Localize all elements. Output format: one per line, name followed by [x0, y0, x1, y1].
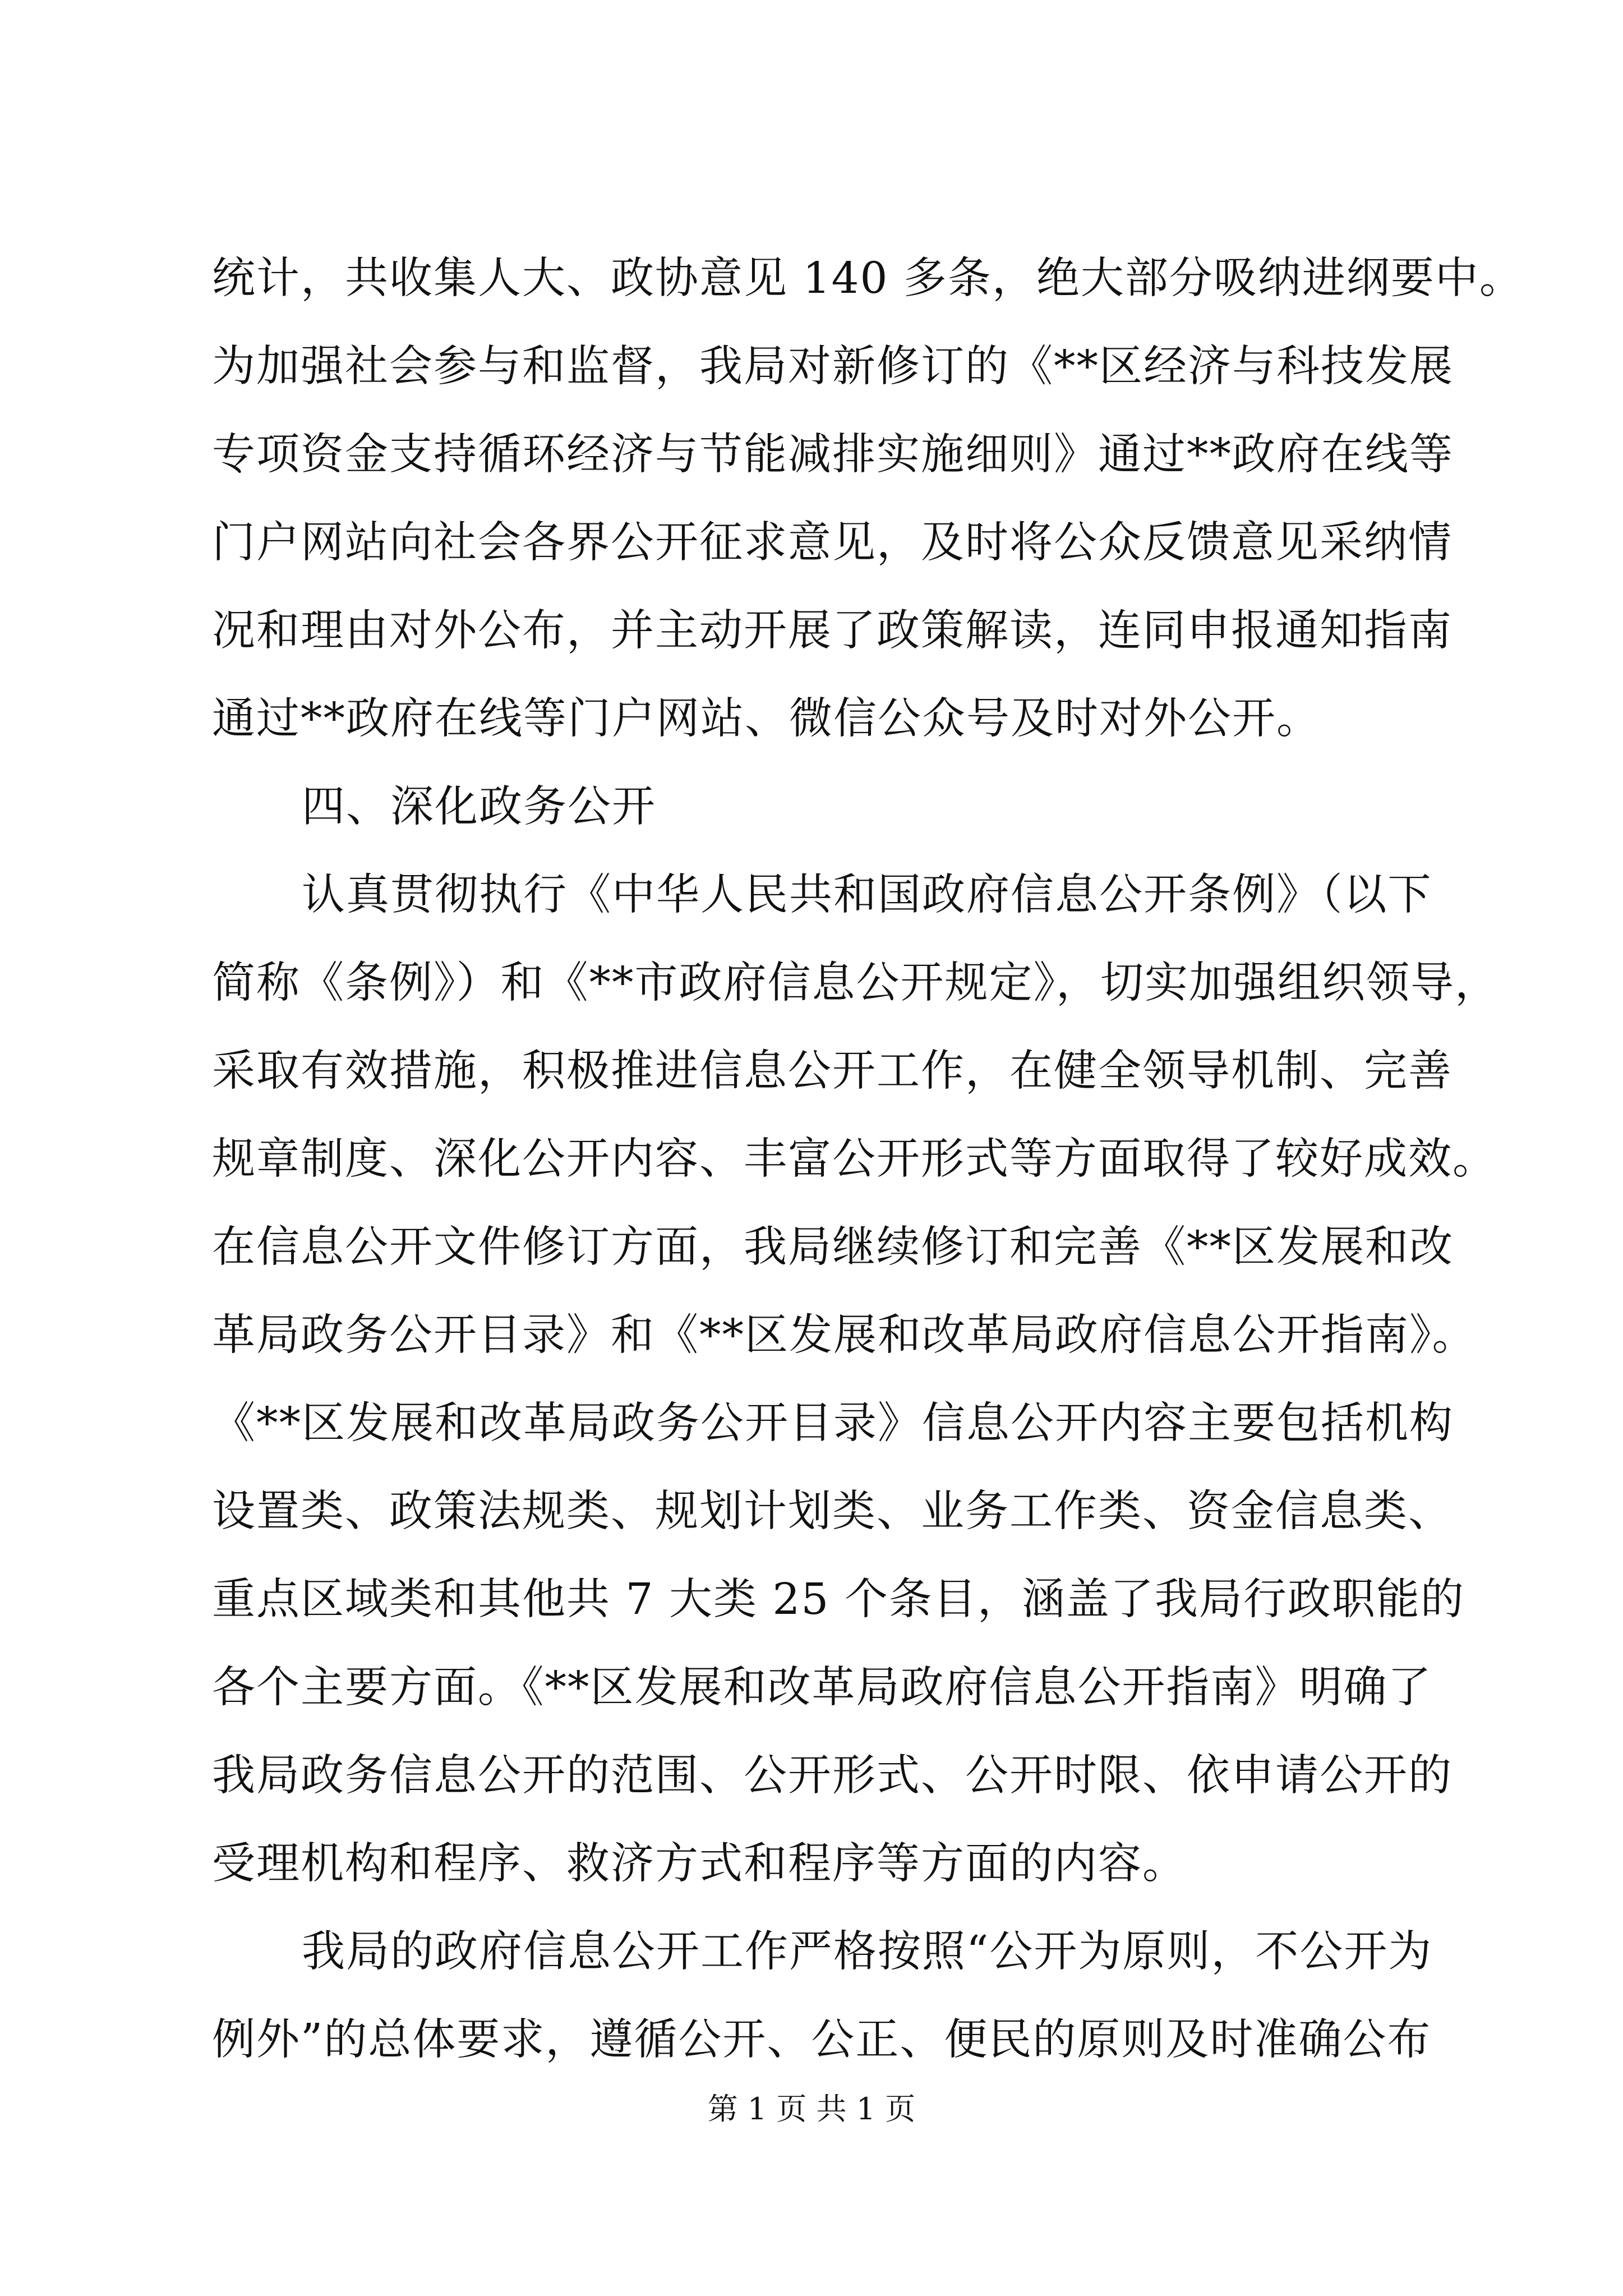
text-line: 受理机构和程序、救济方式和程序等方面的内容。	[212, 1839, 1187, 1889]
text-line: 《**区发展和改革局政务公开目录》信息公开内容主要包括机构	[212, 1398, 1454, 1448]
text-line: 通过**政府在线等门户网站、微信公众号及时对外公开。	[212, 694, 1321, 744]
text-line: 革局政务公开目录》和《**区发展和改革局政府信息公开指南》。	[212, 1310, 1477, 1360]
text-line: 简称《条例》）和《**市政府信息公开规定》，切实加强组织领导，	[212, 958, 1499, 1008]
text-line: 四、深化政务公开	[302, 782, 656, 832]
text-line: 门户网站向社会各界公开征求意见，及时将公众反馈意见采纳情	[212, 518, 1453, 568]
text-line: 专项资金支持循环经济与节能减排实施细则》通过**政府在线等	[212, 430, 1454, 480]
text-line: 我局政务信息公开的范围、公开形式、公开时限、依申请公开的	[212, 1751, 1453, 1801]
text-line: 况和理由对外公布，并主动开展了政策解读，连同申报通知指南	[212, 606, 1453, 656]
page-footer: 第 1 页 共 1 页	[707, 2091, 916, 2127]
text-line: 例外”的总体要求，遵循公开、公正、便民的原则及时准确公布	[212, 2015, 1432, 2065]
text-line: 为加强社会参与和监督，我局对新修订的《**区经济与科技发展	[212, 342, 1454, 392]
text-line: 设置类、政策法规类、规划计划类、业务工作类、资金信息类、	[212, 1487, 1453, 1536]
text-line: 认真贯彻执行《中华人民共和国政府信息公开条例》（以下	[302, 870, 1432, 920]
text-line: 统计，共收集人大、政协意见 140 多条，绝大部分吸纳进纲要中。	[212, 254, 1524, 303]
text-line: 在信息公开文件修订方面，我局继续修订和完善《**区发展和改	[212, 1222, 1454, 1272]
text-line: 采取有效措施，积极推进信息公开工作，在健全领导机制、完善	[212, 1046, 1453, 1096]
text-line: 重点区域类和其他共 7 大类 25 个条目，涵盖了我局行政职能的	[212, 1575, 1465, 1625]
document-body	[212, 234, 1524, 2084]
text-line: 我局的政府信息公开工作严格按照“公开为原则，不公开为	[302, 1927, 1433, 1977]
text-line: 各个主要方面。《**区发展和改革局政府信息公开指南》明确了	[212, 1663, 1432, 1713]
text-line: 规章制度、深化公开内容、丰富公开形式等方面取得了较好成效。	[212, 1134, 1497, 1184]
